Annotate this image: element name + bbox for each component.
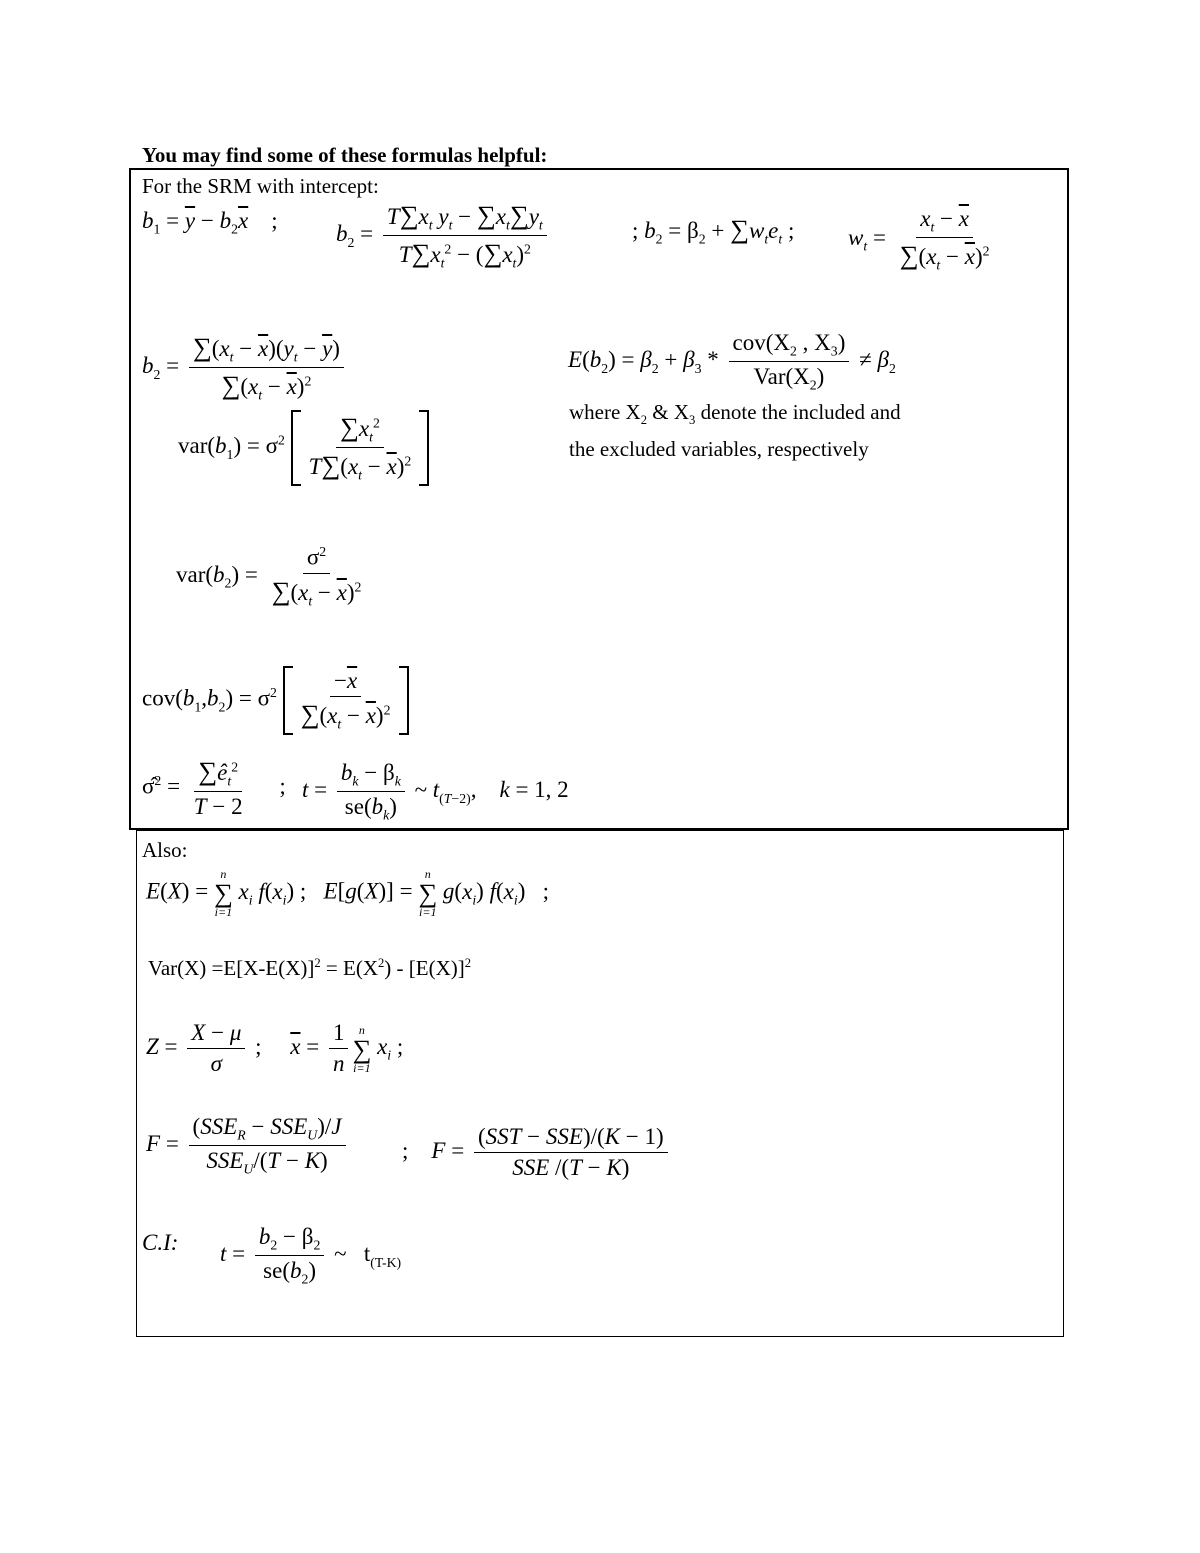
ci-label: C.I: — [142, 1230, 179, 1255]
formula-var-b1: $var(b_1) = \sigma^2$ $\frac{\sum x_t^2}{T\sum(x_t - \overline{x})^2}$ — [178, 410, 429, 486]
formula-var-b2: $var(b_2)$ = $\frac{\sigma^2}{\sum(x_t - \overline{x})^2}$ — [176, 544, 362, 609]
formula-b2-deviation: $b_2$ = $\frac{\sum(x_t - \overline{x})(y_t - \overline{y})}{\sum(x_t - \overline{x})^2}$ — [142, 332, 348, 404]
also-title: Also: — [142, 838, 188, 862]
srm-title: For the SRM with intercept: — [142, 174, 379, 198]
where-note-line2: the excluded variables, respectively — [569, 437, 869, 461]
formula-sigma-hat: σ̂$^2$ = $\frac{\sum ê_t^2}{T - 2}$ ; — [142, 756, 286, 820]
formula-cov-b1-b2: $cov(b_1,b_2) = \sigma^2$ $\frac{-\overline{x}}{\sum(x_t - \overline{x})^2}$ — [142, 666, 409, 735]
page-heading: You may find some of these formulas helpful: — [142, 143, 548, 167]
formula-z-score: Z = $\frac{X - \mu}{\sigma}$ ; $\overline{x}$ = $\frac{1}{n}$ n ∑ i=1 $x_i$ ; — [146, 1020, 404, 1077]
formula-variance: $Var(X) =E[X-E(X)]^2 = E(X^2) - [E(X)]^2$ — [148, 956, 472, 980]
formula-b1: $b_1 = \overline{y} - b_2\overline{x}$ ; — [142, 208, 278, 237]
formula-f-overall: ; F = $\frac{\text{(SST − SSE)/(K − 1)}}{\text{SSE /(T − K)}}$ — [402, 1124, 672, 1182]
formula-ci-t: t = $\frac{b_2 - \beta_2}{se(b_2)}$ ~ $t_{(T-K)}$ — [220, 1224, 402, 1288]
formula-f-restricted: F = $\frac{(SSE_R - SSE_U)/J}{SSE_U/(T - K)}$ — [146, 1114, 350, 1178]
formula-omitted-bias: $E(b_2) = \beta_2 + \beta_3$ * $\frac{cov(X_2 , X_3)}{Var(X_2)}$ ≠ $\beta_2$ — [568, 330, 896, 394]
formula-b2-ols: $b_2$ = $\frac{T\sum x_t y_t - \sum x_t\sum y_t}{T\sum x_t^2 - (\sum x_t)^2}$ — [336, 200, 551, 272]
formula-b2-weights: ; $b_2 = \beta_2 + \sum w_te_t$ ; — [632, 214, 795, 247]
formula-t-stat: t = $\frac{b_k - \beta_k}{se(b_k)}$ ~ $t_{(T-2)}$, k = 1, 2 — [302, 760, 569, 824]
formula-expectation: E(X) = n ∑ i=1 $x_i$ $f(x_i)$ ; E[g(X)] = n ∑ i=1 $g(x_i)$ $f(x_i)$ ; — [146, 867, 550, 920]
formula-wt: $w_t$ = $\frac{x_t - \overline{x}}{\sum(x_t - \overline{x})^2}$ — [848, 206, 990, 274]
where-note-line1: where $X_2$ & $X_3$ denote the included and — [569, 400, 901, 428]
